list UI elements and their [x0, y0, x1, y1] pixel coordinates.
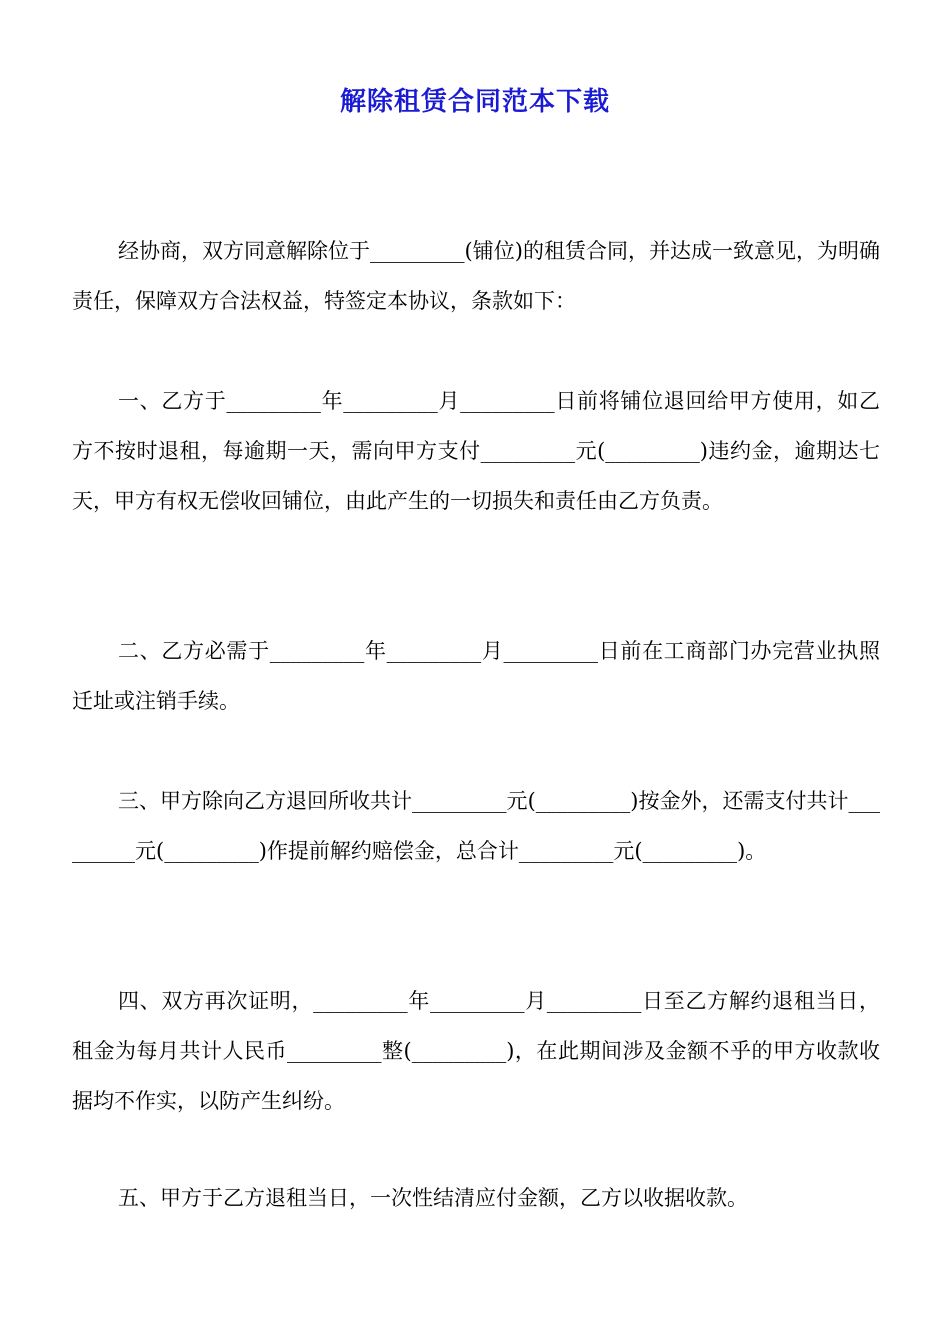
paragraph-clause-3: 三、甲方除向乙方退回所收共计_________元(_________)按金外，还需支付共计_________元(_________)作提前解约赔偿金，总合计_________元(_________)。 — [72, 789, 880, 863]
paragraph-clause-1: 一、乙方于_________年_________月_________日前将铺位退回给甲方使用，如乙方不按时退租，每逾期一天，需向甲方支付_________元(_________)违约金，逾期达七天，甲方有权无偿收回铺位，由此产生的一切损失和责任由乙方负责。 — [72, 389, 880, 513]
paragraph-clause-5: 五、甲方于乙方退租当日，一次性结清应付金额，乙方以收据收款。 — [118, 1186, 748, 1210]
paragraph-intro: 经协商，双方同意解除位于_________(铺位)的租赁合同，并达成一致意见，为明确责任，保障双方合法权益，特签定本协议，条款如下： — [72, 239, 880, 313]
paragraph-clause-2: 二、乙方必需于_________年_________月_________日前在工商部门办完营业执照迁址或注销手续。 — [72, 639, 880, 713]
document-title: 解除租赁合同范本下载 — [339, 87, 610, 117]
paragraph-clause-4: 四、双方再次证明，_________年_________月_________日至乙方解约退租当日，租金为每月共计人民币_________整(_________)，在此期间涉及金额不乎的甲方收款收据均不作实，以防产生纠纷。 — [72, 989, 880, 1113]
